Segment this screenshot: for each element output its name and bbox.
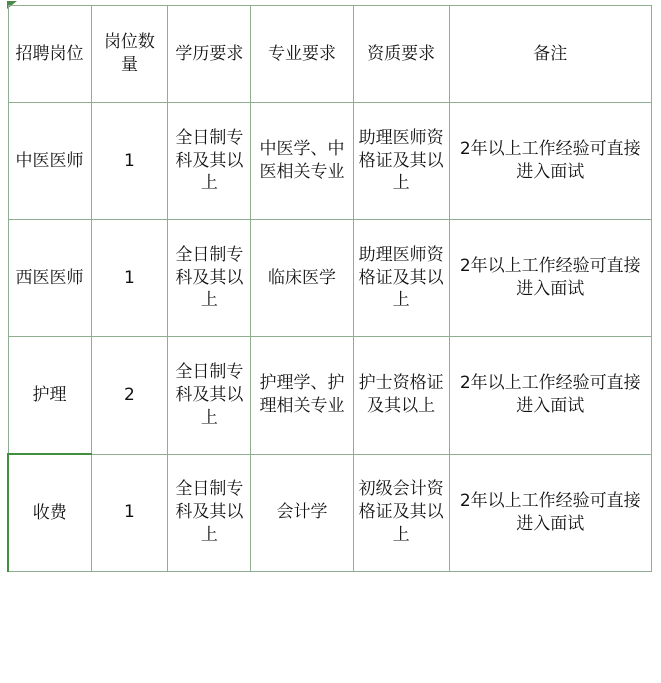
- cell-qualification: 初级会计资格证及其以上: [353, 454, 449, 572]
- table-row: [8, 103, 652, 220]
- column-header-major: 专业要求: [251, 6, 353, 103]
- cell-count: 2: [91, 337, 168, 455]
- cell-position: 中医医师: [8, 103, 91, 220]
- cell-education: 全日制专科及其以上: [168, 454, 251, 572]
- cell-count: 1: [91, 220, 168, 337]
- cell-remark: 2年以上工作经验可直接进入面试: [449, 454, 651, 572]
- column-header-education: 学历要求: [168, 6, 251, 103]
- cell-education: 全日制专科及其以上: [168, 103, 251, 220]
- cell-education: 全日制专科及其以上: [168, 337, 251, 455]
- cell-position: 西医医师: [8, 220, 91, 337]
- cell-major: 中医学、中医相关专业: [251, 103, 353, 220]
- table-row: [8, 337, 652, 455]
- table-row: [8, 454, 652, 572]
- cell-education: 全日制专科及其以上: [168, 220, 251, 337]
- cell-major: 护理学、护理相关专业: [251, 337, 353, 455]
- cell-qualification: 助理医师资格证及其以上: [353, 220, 449, 337]
- cell-qualification: 护士资格证及其以上: [353, 337, 449, 455]
- cell-qualification: 助理医师资格证及其以上: [353, 103, 449, 220]
- cell-remark: 2年以上工作经验可直接进入面试: [449, 103, 651, 220]
- cell-count: 1: [91, 454, 168, 572]
- table-row: [8, 220, 652, 337]
- column-header-remark: 备注: [449, 6, 651, 103]
- cell-major: 会计学: [251, 454, 353, 572]
- cell-remark: 2年以上工作经验可直接进入面试: [449, 337, 651, 455]
- column-header-count: 岗位数量: [91, 6, 168, 103]
- cell-major: 临床医学: [251, 220, 353, 337]
- column-header-position: 招聘岗位: [8, 6, 91, 103]
- cell-position: 护理: [8, 337, 91, 455]
- cell-remark: 2年以上工作经验可直接进入面试: [449, 220, 651, 337]
- table-header-row: [8, 6, 652, 103]
- cell-position: 收费: [8, 454, 91, 572]
- recruitment-table: [7, 5, 652, 572]
- column-header-qualification: 资质要求: [353, 6, 449, 103]
- recruitment-table-container: [7, 5, 652, 572]
- cell-count: 1: [91, 103, 168, 220]
